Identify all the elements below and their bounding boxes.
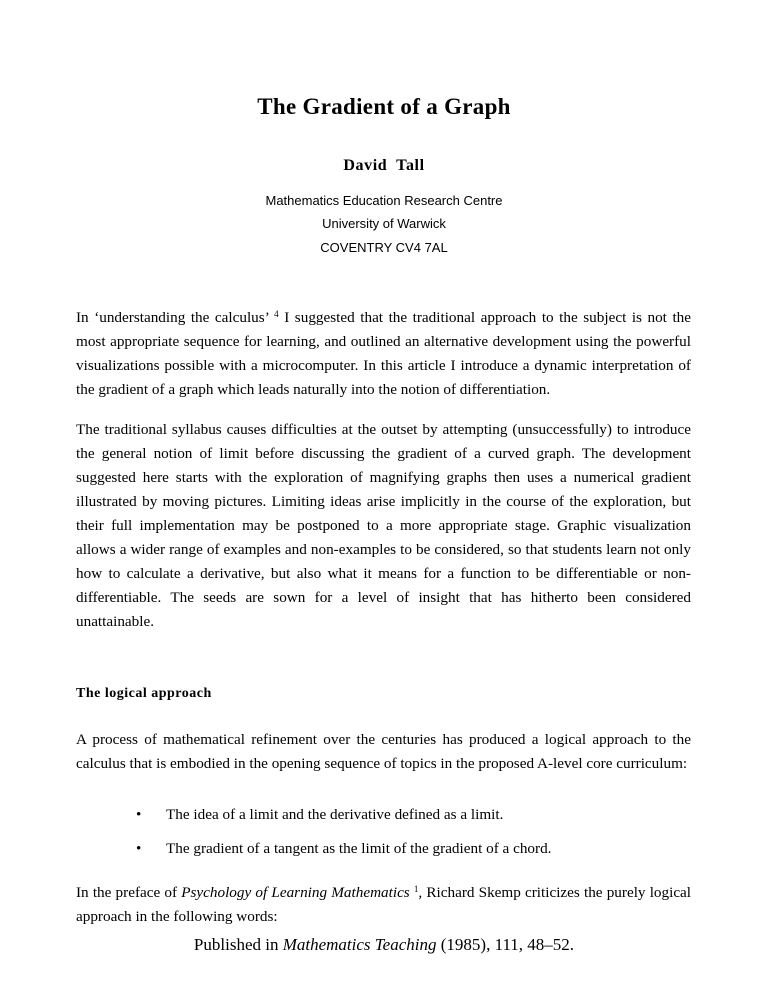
- p4-start: In the preface of: [76, 884, 182, 901]
- bullet-item: [136, 837, 696, 861]
- intro-paragraph-1: [76, 306, 691, 402]
- bullet-icon: •: [136, 840, 142, 857]
- footer-prefix: Published in: [193, 935, 283, 954]
- bullet-icon: •: [136, 806, 142, 823]
- intro-p1-rest: I suggested that the traditional approach to the subject is not the most appropriate sequence for learning, and outlined an alternative development using the powerful visualizations possible with a microcomputer. In this article I introduce a dynamic interpretation of the gradient of a graph which leads naturally into the notion of differentiation.: [76, 309, 691, 398]
- bullet-text: The idea of a limit and the derivative defined as a limit.: [166, 806, 504, 823]
- reference-marker-1: 1: [413, 884, 419, 894]
- intro-paragraph-2: The traditional syllabus causes difficulties at the outset by attempting (unsuccessfully) to introduce the general notion of limit before discussing the gradient of a curved graph. The development suggested here starts with the exploration of magnifying graphs then uses a numerical gradient illustrated by moving pictures. Limiting ideas arise implicitly in the course of the exploration, but their full implementation may be postponed to a more appropriate stage. Graphic visualization allows a wider range of examples and non-examples to be considered, so that students learn not only how to calculate a derivative, but also what it means for a function to be differentiable or non-differentiable. The seeds are sown for a level of insight that has hitherto been considered unattainable.: [76, 421, 691, 630]
- section-heading: The logical approach: [76, 686, 212, 701]
- reference-marker-4: 4: [274, 309, 279, 319]
- footer-suffix: (1985), 111, 48–52.: [436, 935, 575, 954]
- journal-name: Mathematics Teaching: [282, 935, 437, 954]
- bullet-item: [136, 803, 696, 827]
- section-paragraph-2: [76, 881, 691, 929]
- section-paragraph-1: A process of mathematical refinement over the centuries has produced a logical approach to the calculus that is embodied in the opening sequence of topics in the proposed A-level core curriculum:: [76, 731, 691, 772]
- intro-p1-start: In ‘understanding the calculus’: [76, 309, 269, 326]
- paper-title: The Gradient of a Graph: [257, 94, 511, 119]
- author-name: David Tall: [343, 157, 425, 174]
- p4-rest: , Richard Skemp criticizes the purely logical approach in the following words:: [76, 884, 692, 925]
- affiliation-line-2: University of Warwick: [322, 216, 446, 231]
- book-title: Psychology of Learning Mathematics: [181, 884, 410, 901]
- publication-footer: [0, 935, 768, 955]
- bullet-text: The gradient of a tangent as the limit of the gradient of a chord.: [166, 840, 552, 857]
- affiliation-line-1: Mathematics Education Research Centre: [265, 193, 503, 208]
- affiliation-line-3: COVENTRY CV4 7AL: [320, 240, 448, 255]
